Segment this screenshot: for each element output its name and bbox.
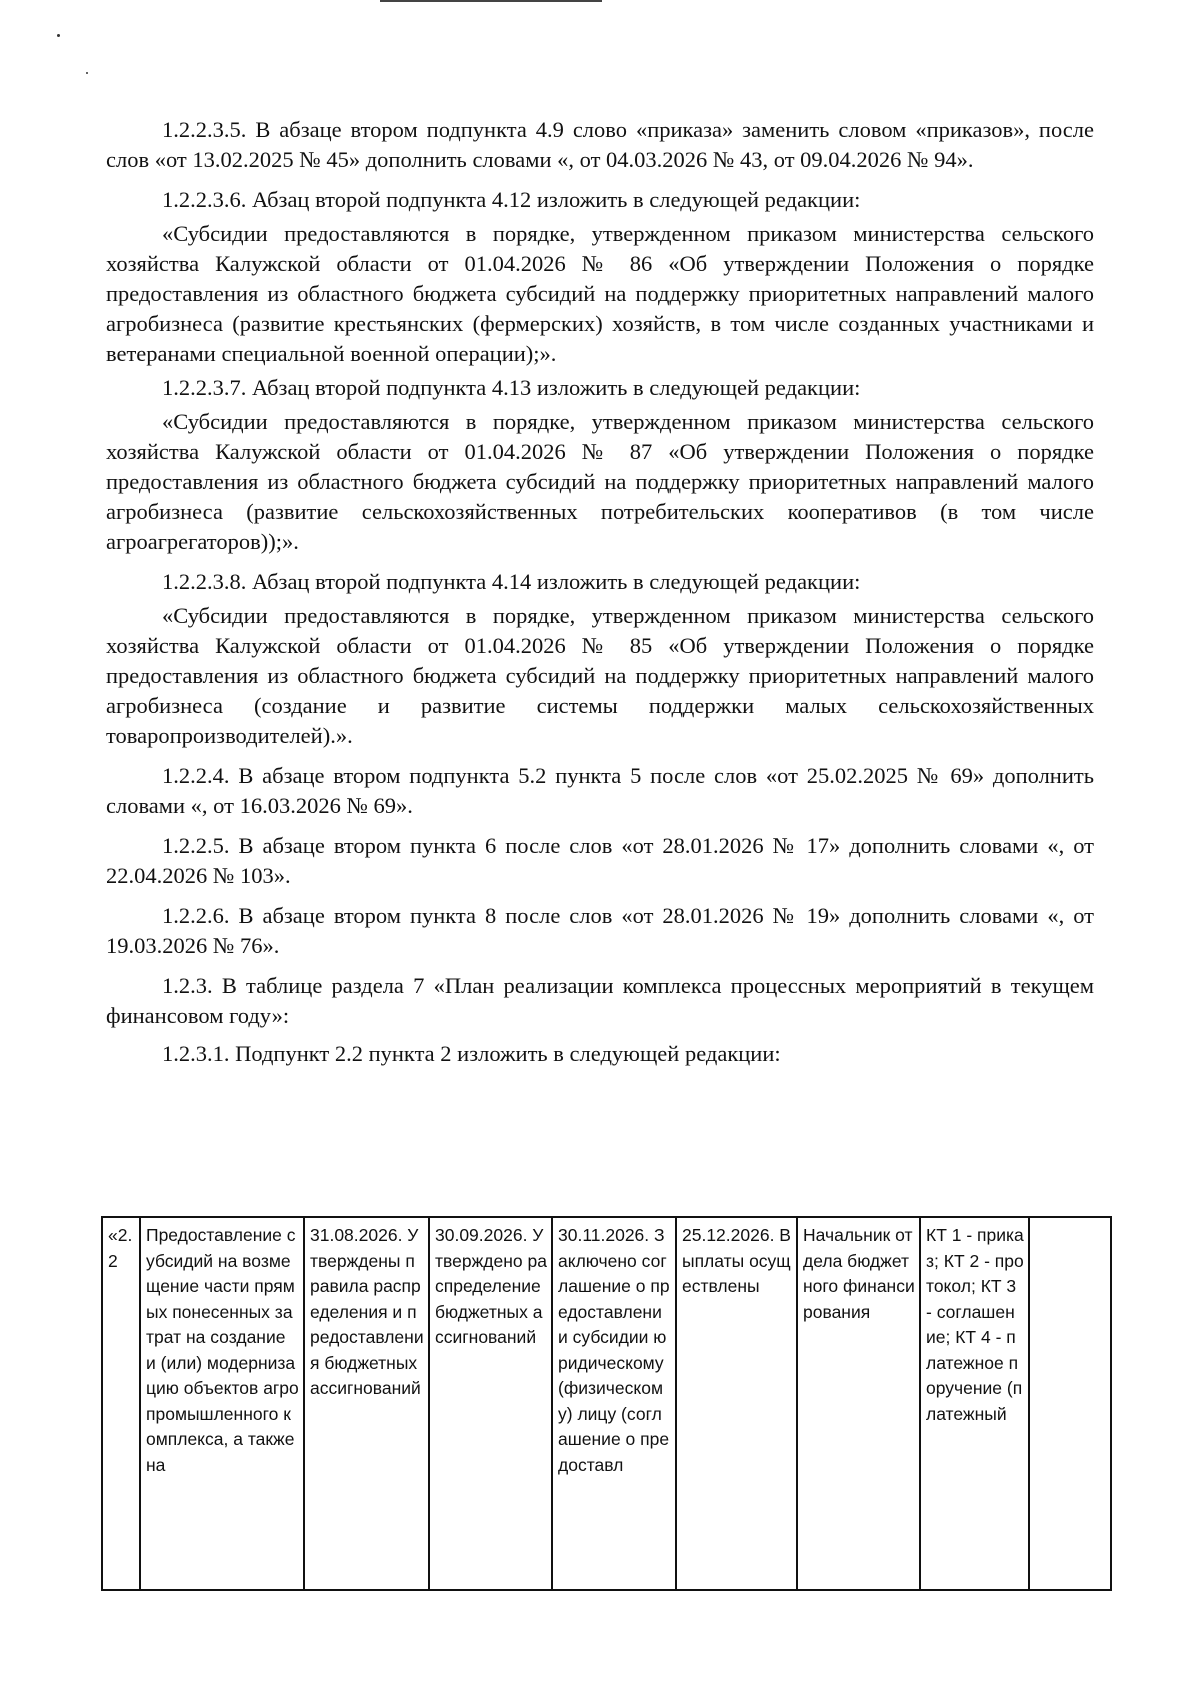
paragraph-1-2-2-5: 1.2.2.5. В абзаце втором пункта 6 после слов «от 28.01.2026 № 17» дополнить словами «, от 22.04.2026 № 103».: [106, 833, 1094, 888]
cell-control-point-2: 30.09.2026. Утверждено распределение бюджетных ассигнований: [429, 1217, 552, 1590]
cell-responsible: Начальник отдела бюджетного финансирования: [797, 1217, 920, 1590]
quoted-amendment-4-14: «Субсидии предоставляются в порядке, утвержденном приказом министерства сельского хозяйства Калужской области от 01.04.2026 № 85 «Об утверждении Положения о порядке предоставления из областного бюджета субсидий на поддержку приоритетных направлений малого агробизнеса (создание и развитие системы поддержки малых сельскохозяйственных товаропроизводителей).».: [106, 603, 1094, 748]
paragraph-1-2-3-1: 1.2.3.1. Подпункт 2.2 пункта 2 изложить в следующей редакции:: [162, 1041, 781, 1066]
document-body: [106, 115, 1094, 1069]
cell-control-point-4: 25.12.2026. Выплаты осуществлены: [676, 1217, 797, 1590]
cell-documents: КТ 1 - приказ; КТ 2 - протокол; КТ 3 - соглашение; КТ 4 - платежное поручение (платежный: [920, 1217, 1029, 1590]
cell-item-number: «2.2: [102, 1217, 140, 1590]
paragraph-1-2-2-3-6: 1.2.2.3.6. Абзац второй подпункта 4.12 изложить в следующей редакции:: [162, 187, 861, 212]
cell-control-point-3: 30.11.2026. Заключено соглашение о предоставлении субсидии юридическому (физическому) лицу (соглашение о предоставл: [552, 1217, 676, 1590]
quoted-amendment-4-13: «Субсидии предоставляются в порядке, утвержденном приказом министерства сельского хозяйства Калужской области от 01.04.2026 № 87 «Об утверждении Положения о порядке предоставления из областного бюджета субсидий на поддержку приоритетных направлений малого агробизнеса (развитие сельскохозяйственных потребительских кооперативов (в том числе агроагрегаторов));».: [106, 409, 1094, 554]
scan-top-line: [380, 0, 602, 2]
paragraph-1-2-2-6: 1.2.2.6. В абзаце втором пункта 8 после слов «от 28.01.2026 № 19» дополнить словами «, от 19.03.2026 № 76».: [106, 903, 1094, 958]
paragraph-1-2-2-3-7: 1.2.2.3.7. Абзац второй подпункта 4.13 изложить в следующей редакции:: [162, 375, 861, 400]
cell-empty: [1029, 1217, 1111, 1590]
scan-speck: [86, 72, 88, 74]
scan-speck: [57, 34, 60, 37]
cell-event-name: Предоставление субсидий на возмещение части прямых понесенных затрат на создание и (или) модернизацию объектов агропромышленного комплекса, а также на: [140, 1217, 304, 1590]
table-row: [102, 1217, 1111, 1590]
paragraph-1-2-2-3-8: 1.2.2.3.8. Абзац второй подпункта 4.14 изложить в следующей редакции:: [162, 569, 861, 594]
paragraph-1-2-2-3-5: 1.2.2.3.5. В абзаце втором подпункта 4.9 слово «приказа» заменить словом «приказов», после слов «от 13.02.2025 № 45» дополнить словами «, от 04.03.2026 № 43, от 09.04.2026 № 94».: [106, 117, 1094, 172]
quoted-amendment-4-12: «Субсидии предоставляются в порядке, утвержденном приказом министерства сельского хозяйства Калужской области от 01.04.2026 № 86 «Об утверждении Положения о порядке предоставления из областного бюджета субсидий на поддержку приоритетных направлений малого агробизнеса (развитие крестьянских (фермерских) хозяйств, в том числе созданных участниками и ветеранами специальной военной операции);».: [106, 221, 1094, 366]
cell-control-point-1: 31.08.2026. Утверждены правила распределения и предоставления бюджетных ассигнований: [304, 1217, 429, 1590]
paragraph-1-2-3: 1.2.3. В таблице раздела 7 «План реализации комплекса процессных мероприятий в текущем финансовом году»:: [106, 973, 1094, 1028]
paragraph-1-2-2-4: 1.2.2.4. В абзаце втором подпункта 5.2 пункта 5 после слов «от 25.02.2025 № 69» дополнить словами «, от 16.03.2026 № 69».: [106, 763, 1094, 818]
plan-table: [101, 1216, 1112, 1591]
